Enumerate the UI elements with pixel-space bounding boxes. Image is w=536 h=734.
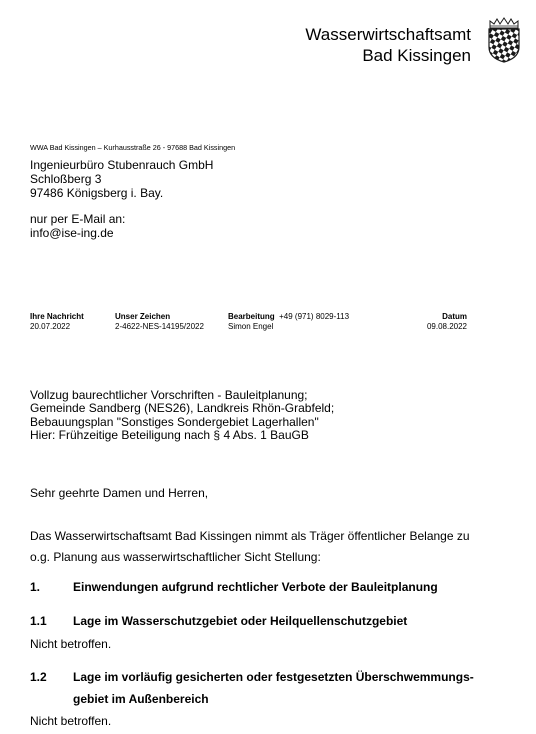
- agency-letterhead: [305, 24, 471, 66]
- letter-subject: [30, 389, 334, 442]
- your-message-field: [30, 312, 84, 332]
- agency-name: Wasserwirtschaftsamt: [305, 25, 471, 44]
- handler-name: Simon Engel: [228, 322, 274, 331]
- section-title: Einwendungen aufgrund rechtlicher Verbote der Bauleitplanung: [73, 580, 438, 594]
- agency-location: Bad Kissingen: [362, 46, 471, 65]
- our-reference-value: 2-4622-NES-14195/2022: [115, 322, 204, 331]
- bavarian-lozenge-crest-icon: [486, 17, 522, 63]
- our-reference-field: [115, 312, 204, 332]
- section-heading-1-1: [30, 610, 490, 632]
- recipient-address: [30, 158, 213, 201]
- intro-paragraph: [30, 526, 470, 568]
- recipient-city: 97486 Königsberg i. Bay.: [30, 186, 164, 201]
- subject-line-2: Gemeinde Sandberg (NES26), Landkreis Rhön-Grabfeld;: [30, 401, 335, 416]
- recipient-street: Schloßberg 3: [30, 172, 102, 187]
- section-title-line-2: gebiet im Außenbereich: [73, 692, 209, 706]
- your-message-label: Ihre Nachricht: [30, 312, 84, 321]
- recipient-company: Ingenieurbüro Stubenrauch GmbH: [30, 158, 214, 172]
- date-label: Datum: [442, 312, 467, 321]
- section-number: 1.2: [30, 670, 47, 684]
- intro-line-2: o.g. Planung aus wasserwirtschaftlicher Sicht Stellung:: [30, 550, 321, 564]
- handler-phone: +49 (971) 8029-113: [279, 312, 350, 321]
- subject-line-4: Hier: Frühzeitige Beteiligung nach § 4 Abs. 1 BauGB: [30, 427, 309, 442]
- delivery-method: nur per E-Mail an:: [30, 212, 126, 226]
- section-1-1-text: Nicht betroffen.: [30, 637, 112, 651]
- subject-line-1: Vollzug baurechtlicher Vorschriften - Bauleitplanung;: [30, 388, 308, 402]
- section-title: Lage im Wasserschutzgebiet oder Heilquellenschutzgebiet: [73, 614, 408, 628]
- your-message-date: 20.07.2022: [30, 322, 71, 331]
- recipient-email: info@ise-ing.de: [30, 226, 114, 241]
- section-1-2-text: Nicht betroffen.: [30, 714, 112, 728]
- section-number: 1.: [30, 580, 41, 594]
- section-title-line-1: Lage im vorläufig gesicherten oder festgesetzten Überschwemmungs-: [73, 670, 474, 684]
- intro-line-1: Das Wasserwirtschaftsamt Bad Kissingen nimmt als Träger öffentlicher Belange zu: [30, 529, 470, 543]
- sender-return-address: WWA Bad Kissingen – Kurhausstraße 26 - 97688 Bad Kissingen: [30, 143, 236, 152]
- section-number: 1.1: [30, 614, 47, 628]
- date-value: 09.08.2022: [426, 322, 467, 331]
- section-heading-1: [30, 576, 490, 598]
- subject-line-3: Bebauungsplan "Sonstiges Sondergebiet Lagerhallen": [30, 414, 319, 429]
- handler-label: Bearbeitung: [228, 312, 275, 321]
- delivery-note: [30, 212, 125, 240]
- salutation: Sehr geehrte Damen und Herren,: [30, 486, 209, 500]
- handler-field: [228, 312, 349, 332]
- our-reference-label: Unser Zeichen: [115, 312, 171, 321]
- date-field: [427, 312, 467, 332]
- section-heading-1-2: [30, 666, 490, 710]
